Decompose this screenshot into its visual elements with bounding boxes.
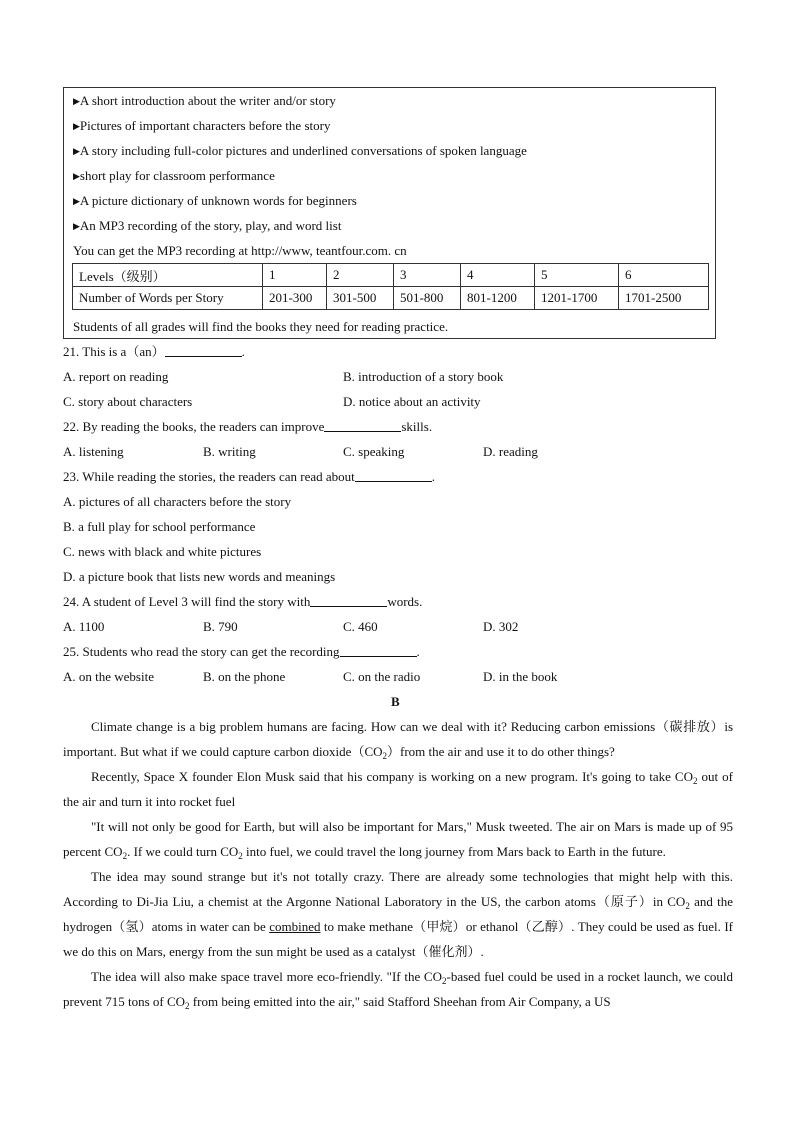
triangle-bullet-icon: ▶ xyxy=(73,121,80,131)
table-cell: 301-500 xyxy=(327,287,394,310)
option-a: A. listening xyxy=(63,444,124,459)
answer-blank xyxy=(355,469,432,482)
box-footer: Students of all grades will find the books they need for reading practice. xyxy=(73,319,449,334)
table-row xyxy=(73,264,709,287)
option-d: D. reading xyxy=(483,444,538,459)
question-21: 21. This is a（an） . xyxy=(63,344,245,359)
question-23: 23. While reading the stories, the readers can read about . xyxy=(63,469,436,484)
option-d: D. a picture book that lists new words and meanings xyxy=(63,569,336,584)
question-22: 22. By reading the books, the readers can improve skills. xyxy=(63,419,433,434)
paragraph-5: The idea will also make space travel more eco-friendly. "If the $CO_2$-based fuel could be used in a rocket launch, we could prevent 715 tons of $CO_2$ from being emitted into the air," said Stafford Sheehan from Air Company, a US xyxy=(63,969,733,1011)
option-b: B. on the phone xyxy=(203,669,286,684)
option-d: D. 302 xyxy=(483,619,519,634)
option-b: B. 790 xyxy=(203,619,238,634)
section-b-title: B xyxy=(391,694,400,709)
option-a: A. 1100 xyxy=(63,619,105,634)
option-c: C. on the radio xyxy=(343,669,421,684)
option-c: C. story about characters xyxy=(63,394,193,409)
triangle-bullet-icon: ▶ xyxy=(73,171,80,181)
option-d: D. in the book xyxy=(483,669,558,684)
answer-blank xyxy=(340,644,417,657)
table-cell: 501-800 xyxy=(394,287,461,310)
option-a: A. on the website xyxy=(63,669,154,684)
triangle-bullet-icon: ▶ xyxy=(73,96,80,106)
table-cell: Number of Words per Story xyxy=(73,287,263,310)
paragraph-2: Recently, Space X founder Elon Musk said that his company is working on a new program. It's going to take $CO_2$ out of the air and turn it into rocket fuel xyxy=(63,769,734,809)
paragraph-3: "It will not only be good for Earth, but will also be important for Mars," Musk tweeted. The air on Mars is made up of 95 percent $CO_2$. If we could turn $CO_2$ into fuel, we could travel the long journey from Mars back to Earth in the future. xyxy=(63,819,733,861)
bullet-item: ▶A story including full-color pictures and underlined conversations of spoken language xyxy=(73,143,527,158)
paragraph-1: Climate change is a big problem humans are facing. How can we deal with it? Reducing carbon emissions（碳排放）is important. But what if we could capture carbon $dioxide(CO_2)from$ the air and use it to do other things? xyxy=(63,719,733,761)
info-box xyxy=(63,87,716,339)
option-b: B. writing xyxy=(203,444,256,459)
underlined-word: combined xyxy=(269,919,321,934)
question-25: 25. Students who read the story can get the recording . xyxy=(63,644,420,659)
table-cell: 201-300 xyxy=(263,287,327,310)
option-b: B. a full play for school performance xyxy=(63,519,256,534)
bullet-item: ▶A picture dictionary of unknown words for beginners xyxy=(73,193,357,208)
answer-blank xyxy=(324,419,401,432)
table-cell: 1201-1700 xyxy=(535,287,619,310)
levels-table xyxy=(72,263,709,310)
table-cell: 1 xyxy=(263,264,327,287)
mp3-note: You can get the MP3 recording at http://www, teantfour.com. cn xyxy=(73,243,407,258)
triangle-bullet-icon: ▶ xyxy=(73,221,80,231)
table-cell: 6 xyxy=(619,264,709,287)
bullet-item: ▶A short introduction about the writer and/or story xyxy=(73,93,336,108)
table-cell: 801-1200 xyxy=(461,287,535,310)
table-cell: 5 xyxy=(535,264,619,287)
table-cell: 2 xyxy=(327,264,394,287)
triangle-bullet-icon: ▶ xyxy=(73,146,80,156)
option-a: A. pictures of all characters before the story xyxy=(63,494,292,509)
answer-blank xyxy=(165,344,242,357)
reading-passage xyxy=(63,714,733,1014)
table-cell: Levels（级别） xyxy=(73,264,263,287)
question-24: 24. A student of Level 3 will find the story with words. xyxy=(63,594,423,609)
bullet-item: ▶short play for classroom performance xyxy=(73,168,275,183)
bullet-item: ▶An MP3 recording of the story, play, and word list xyxy=(73,218,342,233)
table-cell: 4 xyxy=(461,264,535,287)
option-c: C. speaking xyxy=(343,444,405,459)
option-d: D. notice about an activity xyxy=(343,394,481,409)
table-cell: 1701-2500 xyxy=(619,287,709,310)
option-b: B. introduction of a story book xyxy=(343,369,504,384)
triangle-bullet-icon: ▶ xyxy=(73,196,80,206)
option-a: A. report on reading xyxy=(63,369,169,384)
table-cell: 3 xyxy=(394,264,461,287)
option-c: C. news with black and white pictures xyxy=(63,544,262,559)
table-row xyxy=(73,287,709,310)
answer-blank xyxy=(310,594,387,607)
option-c: C. 460 xyxy=(343,619,378,634)
bullet-item: ▶Pictures of important characters before the story xyxy=(73,118,331,133)
paragraph-4: The idea may sound strange but it's not totally crazy. There are already some technologies that might help with this. According to Di-Jia Liu, a chemist at the Argonne National Laboratory in the US, the carbon atoms（原子）in $CO_2$ and the hydrogen（氢）atoms in water can be combined to make methane（甲烷）or ethanol（乙醇）. They could be used as fuel. If we do this on Mars, energy from the sun might be used as a catalyst（催化剂）. xyxy=(63,869,733,959)
